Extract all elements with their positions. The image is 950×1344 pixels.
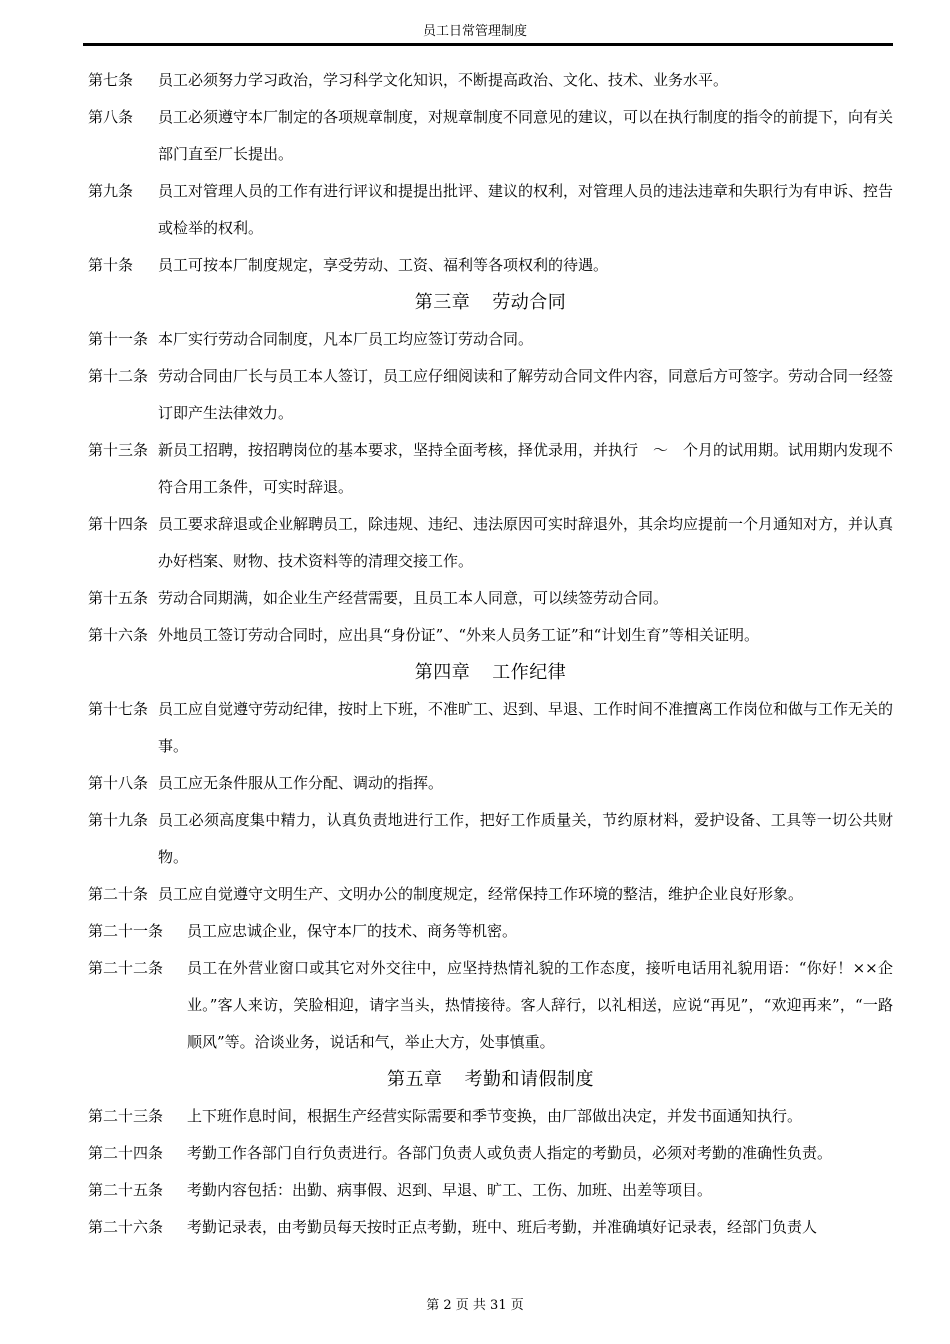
article: [88, 1209, 893, 1246]
article: [88, 321, 893, 358]
page-header-title: 员工日常管理制度: [422, 24, 527, 39]
article-text: 员工必须努力学习政治，学习科学文化知识，不断提高政治、文化、技术、业务水平。: [158, 71, 729, 89]
article: [88, 691, 893, 765]
article-label: 第七条: [88, 71, 134, 89]
chapter-heading: [88, 654, 893, 691]
document-body: [88, 62, 893, 1246]
article: [88, 506, 893, 580]
article-label: 第十八条: [88, 774, 149, 792]
article: [88, 1098, 893, 1135]
article-label: 第二十六条: [88, 1218, 164, 1236]
article-text: 劳动合同由厂长与员工本人签订，员工应仔细阅读和了解劳动合同文件内容，同意后方可签字。劳动合同一经签订即产生法律效力。: [158, 367, 894, 422]
article-text: 考勤工作各部门自行负责进行。各部门负责人或负责人指定的考勤员，必须对考勤的准确性负责。: [187, 1144, 833, 1162]
article-label: 第十二条: [88, 367, 149, 385]
article-label: 第十三条: [88, 441, 149, 459]
article: [88, 913, 893, 950]
chapter-title: 劳动合同: [492, 292, 567, 313]
article-text: 劳动合同期满，如企业生产经营需要，且员工本人同意，可以续签劳动合同。: [158, 589, 669, 607]
article-text: 员工应无条件服从工作分配、调动的指挥。: [158, 774, 444, 792]
article: [88, 876, 893, 913]
article: [88, 802, 893, 876]
article-text: 考勤记录表，由考勤员每天按时正点考勤，班中、班后考勤，并准确填好记录表，经部门负责人: [187, 1218, 818, 1236]
chapter-number: 第四章: [414, 662, 471, 683]
article-label: 第二十四条: [88, 1144, 164, 1162]
article-text: 员工必须遵守本厂制定的各项规章制度，对规章制度不同意见的建议，可以在执行制度的指令的前提下，向有关部门直至厂长提出。: [158, 108, 894, 163]
article-text: 本厂实行劳动合同制度，凡本厂员工均应签订劳动合同。: [158, 330, 534, 348]
article-label: 第二十五条: [88, 1181, 164, 1199]
article: [88, 1172, 893, 1209]
article-text: 考勤内容包括：出勤、病事假、迟到、早退、旷工、工伤、加班、出差等项目。: [187, 1181, 713, 1199]
article-text: 员工必须高度集中精力，认真负责地进行工作，把好工作质量关，节约原材料，爱护设备、工具等一切公共财物。: [158, 811, 893, 866]
article-text: 员工可按本厂制度规定，享受劳动、工资、福利等各项权利的待遇。: [158, 256, 609, 274]
article-label: 第二十二条: [88, 959, 164, 977]
article-text: 员工要求辞退或企业解聘员工，除违规、违纪、违法原因可实时辞退外，其余均应提前一个月通知对方，并认真办好档案、财物、技术资料等的清理交接工作。: [158, 515, 894, 570]
article-text: 上下班作息时间，根据生产经营实际需要和季节变换，由厂部做出决定，并发书面通知执行。: [187, 1107, 803, 1125]
article-label: 第十四条: [88, 515, 149, 533]
article: [88, 580, 893, 617]
page-footer: 第 2 页 共 31 页: [426, 1298, 524, 1313]
article: [88, 173, 893, 247]
article-label: 第十七条: [88, 700, 149, 718]
article-text: 员工应忠诚企业，保守本厂的技术、商务等机密。: [187, 922, 518, 940]
article-label: 第十一条: [88, 330, 149, 348]
article: [88, 432, 893, 506]
article: [88, 765, 893, 802]
article: [88, 950, 893, 1061]
article-label: 第二十一条: [88, 922, 164, 940]
article: [88, 99, 893, 173]
article: [88, 247, 893, 284]
chapter-title: 考勤和请假制度: [464, 1069, 594, 1090]
article-label: 第九条: [88, 182, 134, 200]
article-text: 员工应自觉遵守劳动纪律，按时上下班，不准旷工、迟到、早退、工作时间不准擅离工作岗位和做与工作无关的事。: [158, 700, 894, 755]
article-label: 第十五条: [88, 589, 149, 607]
article-text: 新员工招聘，按招聘岗位的基本要求，坚持全面考核，择优录用，并执行 ～ 个月的试用期。试用期内发现不符合用工条件，可实时辞退。: [158, 441, 894, 496]
chapter-heading: [88, 284, 893, 321]
article-label: 第十条: [88, 256, 134, 274]
article: [88, 617, 893, 654]
article-text: 员工应自觉遵守文明生产、文明办公的制度规定，经常保持工作环境的整洁，维护企业良好形象。: [158, 885, 804, 903]
article: [88, 62, 893, 99]
article-label: 第八条: [88, 108, 134, 126]
header-rule: [83, 43, 893, 46]
article: [88, 358, 893, 432]
article-text: 员工在外营业窗口或其它对外交往中，应坚持热情礼貌的工作态度，接听电话用礼貌用语：“你好！××企业。”客人来访，笑脸相迎，请字当头，热情接待。客人辞行，以礼相送，应说“再见”，“欢迎再来”，“一路顺风”等。洽谈业务，说话和气，举止大方，处事慎重。: [187, 959, 893, 1051]
article-label: 第十九条: [88, 811, 149, 829]
chapter-title: 工作纪律: [492, 662, 567, 683]
chapter-heading: [88, 1061, 893, 1098]
chapter-number: 第五章: [387, 1069, 443, 1090]
article-text: 员工对管理人员的工作有进行评议和提提出批评、建议的权利，对管理人员的违法违章和失职行为有申诉、控告或检举的权利。: [158, 182, 894, 237]
chapter-number: 第三章: [414, 292, 471, 313]
article-text: 外地员工签订劳动合同时，应出具“身份证”、“外来人员务工证”和“计划生育”等相关证明。: [158, 626, 760, 644]
article-label: 第二十三条: [88, 1107, 164, 1125]
article-label: 第二十条: [88, 885, 149, 903]
article-label: 第十六条: [88, 626, 149, 644]
article: [88, 1135, 893, 1172]
